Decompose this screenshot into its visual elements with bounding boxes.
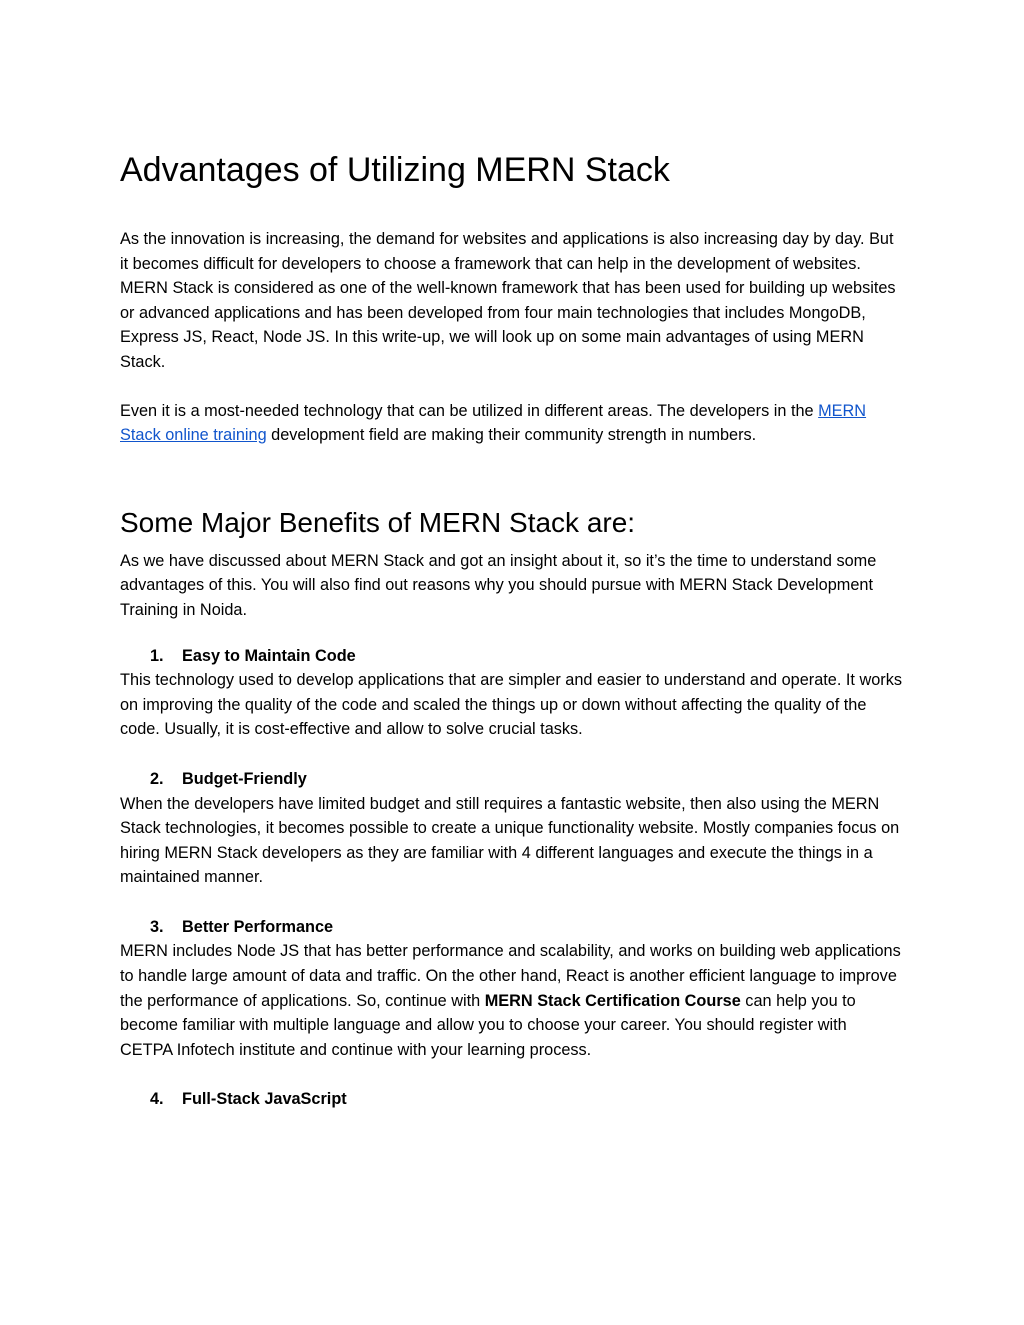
benefit-title: Budget-Friendly: [182, 769, 307, 788]
intro-paragraph-2-before-link: Even it is a most-needed technology that can be utilized in different areas. The developers in the: [120, 401, 819, 420]
benefit-heading: [120, 915, 902, 940]
benefit-number: 4.: [150, 1090, 164, 1109]
benefit-body-bold-phrase: MERN Stack Certification Course: [484, 991, 741, 1010]
document-page: [120, 0, 902, 1112]
benefit-title: Easy to Maintain Code: [182, 646, 356, 665]
benefit-heading: [120, 767, 902, 792]
benefit-body: When the developers have limited budget and still requires a fantastic website, then also using the MERN Stack technologies, it becomes possible to create a unique functionality website. Mostly companies focus on hiring MERN Stack developers as they are familiar with 4 different languages and execute the things in a maintained manner.: [120, 794, 900, 887]
benefit-number: 3.: [150, 917, 164, 936]
benefit-item-full-stack-javascript: [120, 1087, 902, 1112]
benefit-item-better-performance: [120, 915, 902, 1063]
benefit-title: Full-Stack JavaScript: [182, 1090, 347, 1109]
benefit-body-text: can help you to become familiar with multiple language and allow you to choose your career. You should register with CETPA Infotech institute and continue with your learning process.: [120, 991, 856, 1059]
benefit-number: 2.: [150, 769, 164, 788]
benefit-heading: [120, 1087, 902, 1112]
benefit-body: [120, 939, 902, 1062]
benefits-section-heading: Some Major Benefits of MERN Stack are:: [120, 506, 636, 538]
intro-paragraph-1: As the innovation is increasing, the demand for websites and applications is also increasing day by day. But it becomes difficult for developers to choose a framework that can help in the development of websites. MERN Stack is considered as one of the well-known framework that has been used for building up websites or advanced applications and has been developed from four main technologies that includes MongoDB, Express JS, React, Node JS. In this write-up, we will look up on some main advantages of using MERN Stack.: [120, 230, 896, 371]
benefit-title: Better Performance: [182, 917, 334, 936]
benefit-item-easy-to-maintain-code: [120, 644, 902, 742]
benefits-intro-paragraph: As we have discussed about MERN Stack and got an insight about it, so it’s the time to understand some advantages of this. You will also find out reasons why you should pursue with MERN Stack Development Training in Noida.: [120, 551, 877, 619]
benefit-heading: [120, 644, 902, 669]
benefit-item-budget-friendly: [120, 767, 902, 890]
benefit-body-text: MERN includes Node JS that has better performance and scalability, and works on building web applications to handle large amount of data and traffic. On the other hand, React is another efficient language to improve the performance of applications. So, continue with: [120, 942, 901, 1010]
benefit-body: This technology used to develop applications that are simpler and easier to understand and operate. It works on improving the quality of the code and scaled the things up or down without affecting the quality of the code. Usually, it is cost-effective and allow to solve crucial tasks.: [120, 671, 902, 739]
benefit-number: 1.: [150, 646, 164, 665]
intro-paragraph-2: [120, 399, 902, 448]
mern-stack-online-training-link[interactable]: MERN Stack online training: [120, 401, 867, 445]
intro-paragraph-2-after-link: development field are making their community strength in numbers.: [266, 426, 757, 445]
page-title: Advantages of Utilizing MERN Stack: [120, 151, 670, 189]
